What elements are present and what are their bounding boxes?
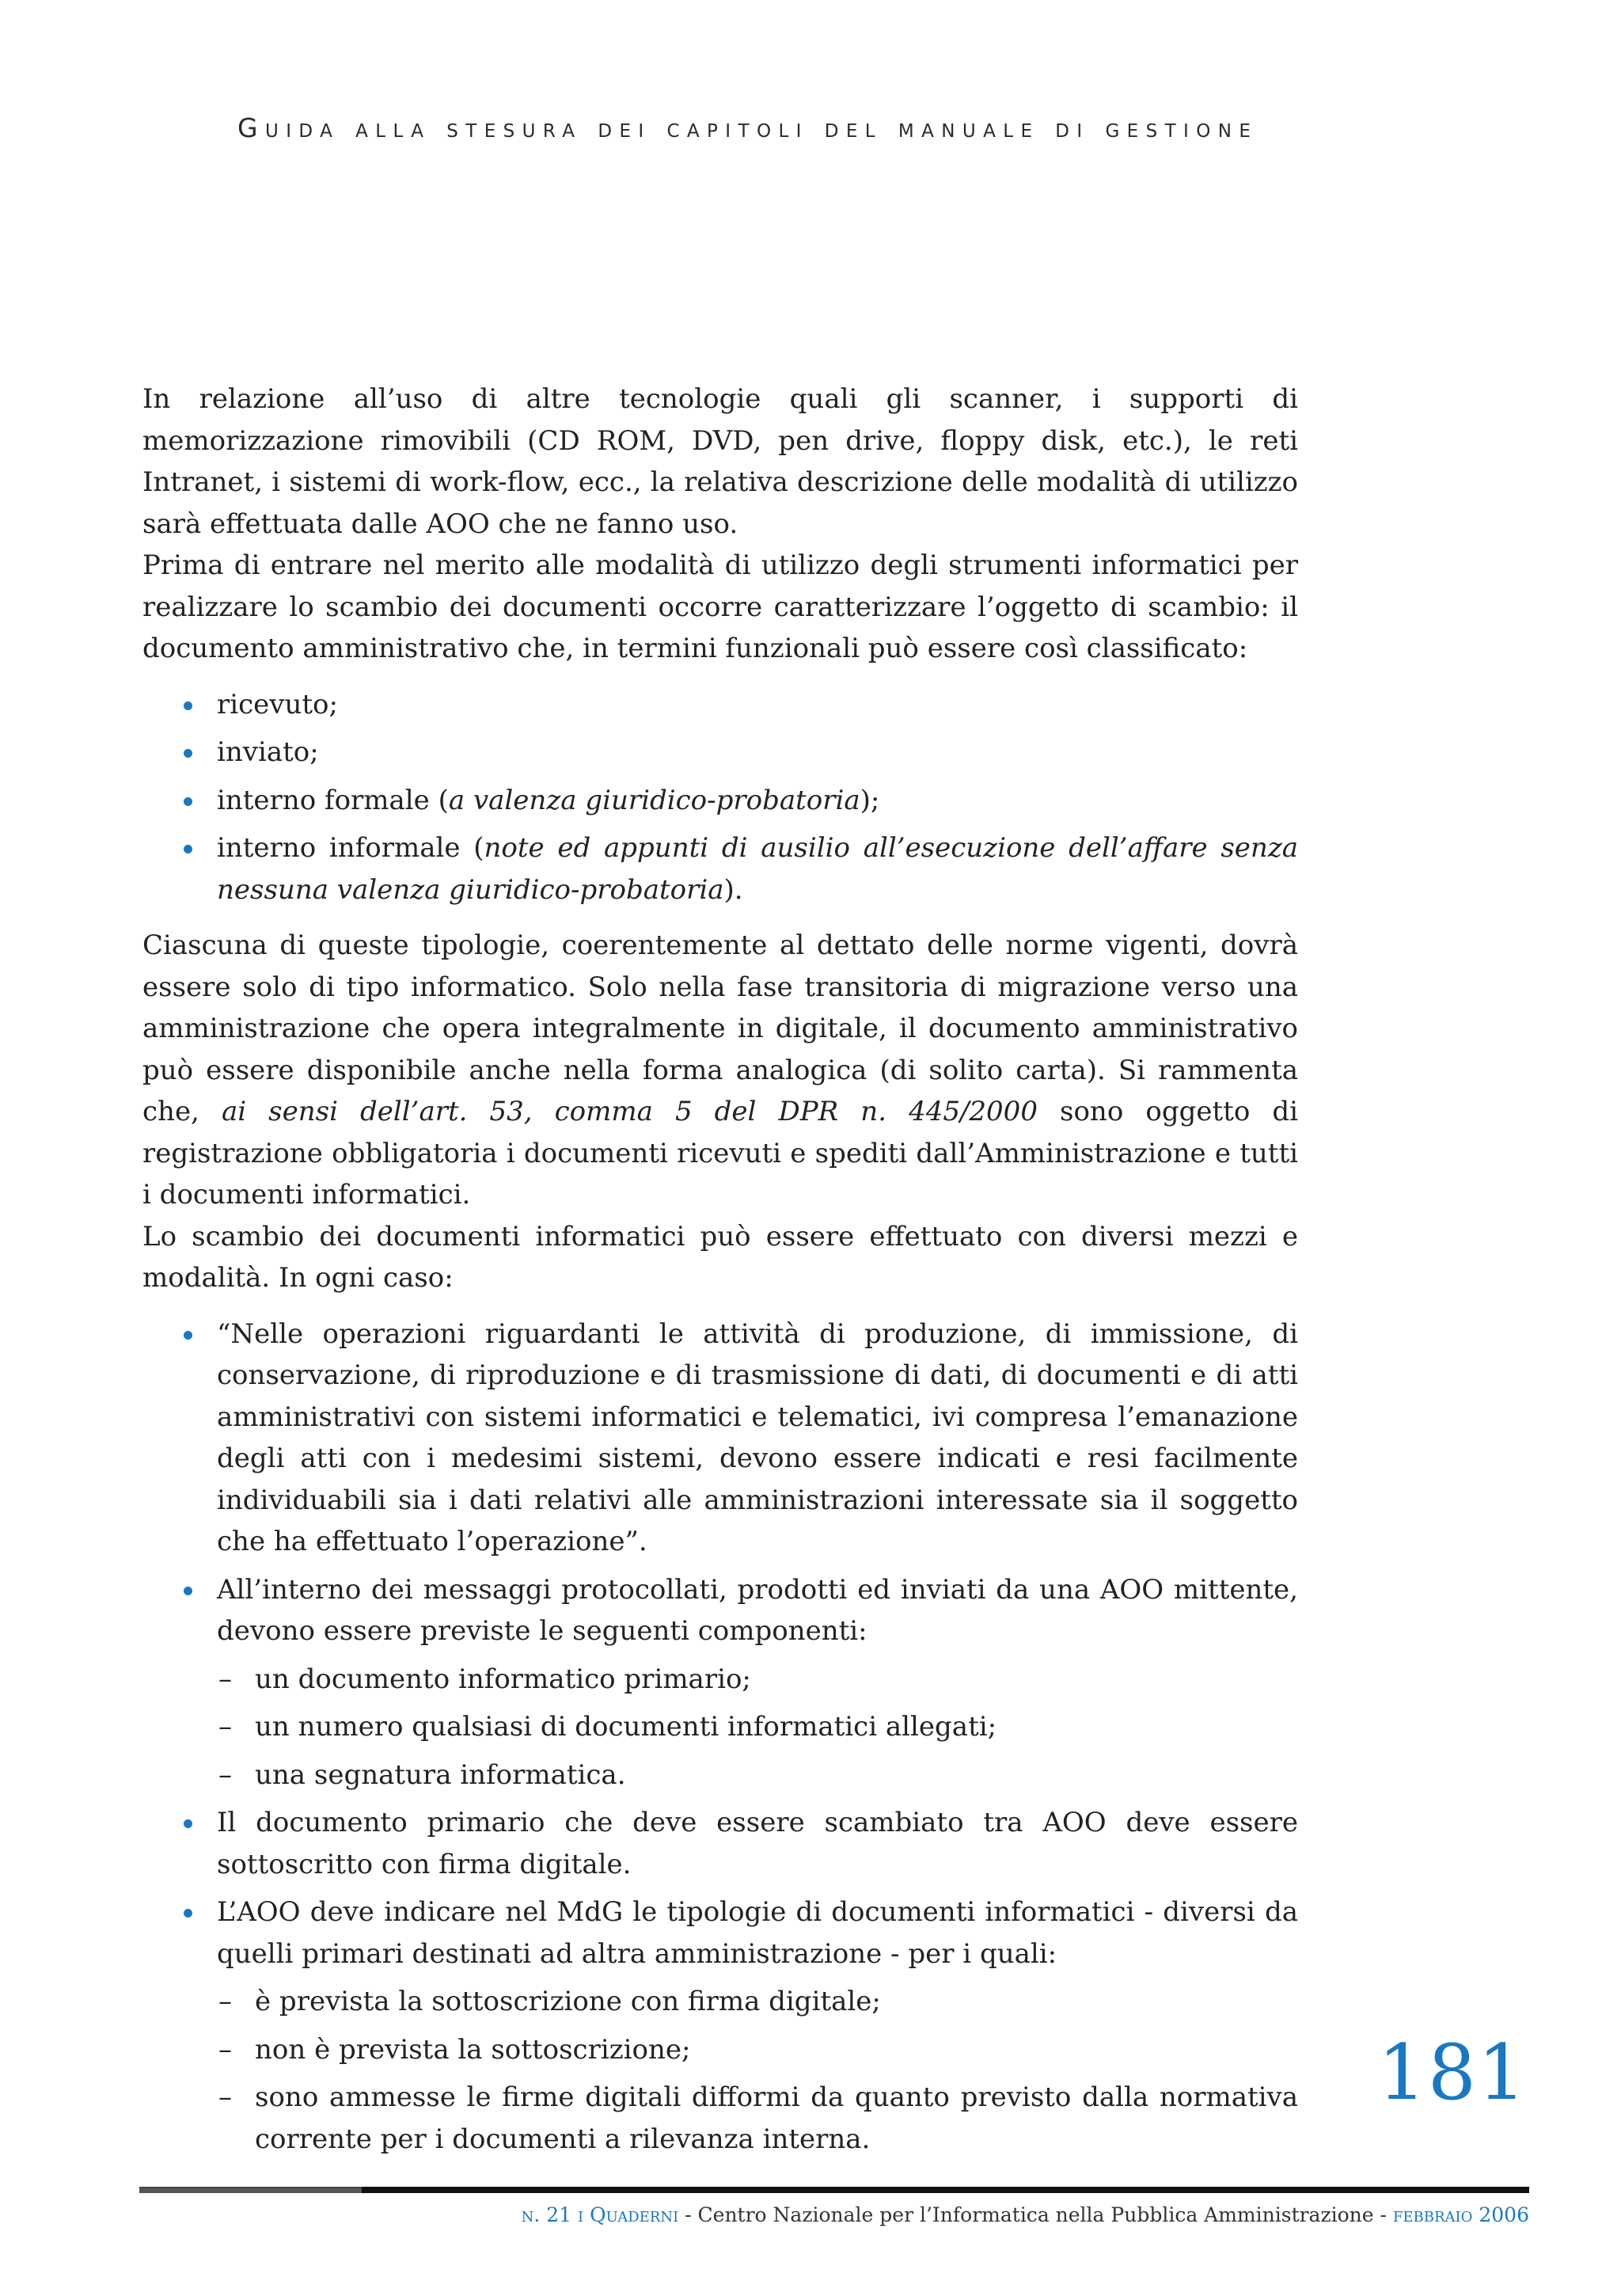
list-item: Il documento primario che deve essere scambiato tra AOO deve essere sottoscritto con firma digitale. [142,1802,1298,1885]
list-item: All’interno dei messaggi protocollati, prodotti ed inviati da una AOO mittente, devono essere previste le seguenti componenti: – un documento informatico primario; – un numero qualsiasi di documenti informatici allegati; – una segnatura informatica. [142,1569,1298,1796]
list-item: interno formale (a valenza giuridico-probatoria); [142,780,1298,822]
exchange-rules-list [142,1313,1298,2161]
paragraph: Ciascuna di queste tipologie, coerentemente al dettato delle norme vigenti, dovrà essere solo di tipo informatico. Solo nella fase transitoria di migrazione verso una amministrazione che opera integralmente in digitale, il documento amministrativo può essere disponibile anche nella forma analogica (di solito carta). Si rammenta che, ai sensi dell’art. 53, comma 5 del DPR n. 445/2000 sono oggetto di registrazione obbligatoria i documenti ricevuti e spediti dall’Amministrazione e tutti i documenti informatici. [142,929,1298,1211]
document-types-list [142,684,1298,911]
paragraph: In relazione all’uso di altre tecnologie quali gli scanner, i supporti di memorizzazione rimovibili (CD ROM, DVD, pen drive, floppy disk, etc.), le reti Intranet, i sistemi di work-flow, ecc., la relativa descrizione delle modalità di utilizzo sarà effettuata dalle AOO che ne fanno uso. [142,383,1298,540]
footer [522,2203,1529,2226]
running-header: Guida alla stesura dei capitoli del manuale di gestione [237,112,1258,143]
footer-divider [139,2187,1529,2193]
footer-publisher: - Centro Nazionale per l’Informatica nella Pubblica Amministrazione - [678,2203,1393,2226]
list-item: ricevuto; [142,684,1298,726]
main-content [142,378,1298,2174]
list-item: L’AOO deve indicare nel MdG le tipologie di documenti informatici - diversi da quelli primari destinati ad altra amministrazione - per i quali: – è prevista la sottoscrizione con firma digitale; – non è prevista la sottoscrizione; – sono ammesse le firme digitali difformi da quanto previsto dalla normativa corrente per i documenti a rilevanza interna. [142,1891,1298,2160]
sub-list-item: – è prevista la sottoscrizione con firma digitale; [142,1981,1298,2023]
sub-list-item: – sono ammesse le firme digitali difformi da quanto previsto dalla normativa corrente per i documenti a rilevanza interna. [142,2077,1298,2160]
footer-issue: n. 21 i Quaderni [521,2203,679,2226]
sub-list [217,1659,1298,1796]
sub-list-item: – una segnatura informatica. [142,1754,1298,1796]
sub-list-item: – un numero qualsiasi di documenti informatici allegati; [142,1706,1298,1748]
list-item: “Nelle operazioni riguardanti le attività di produzione, di immissione, di conservazione, di riproduzione e di trasmissione di dati, di documenti e di atti amministrativi con sistemi informatici e telematici, ivi compresa l’emanazione degli atti con i medesimi sistemi, devono essere indicati e resi facilmente individuabili sia i dati relativi alle amministrazioni interessate sia il soggetto che ha effettuato l’operazione”. [142,1313,1298,1563]
footer-date: febbraio 2006 [1392,2203,1529,2226]
sub-list-item: – non è prevista la sottoscrizione; [142,2029,1298,2071]
sub-list [217,1981,1298,2160]
sub-list-item: – un documento informatico primario; [142,1659,1298,1701]
paragraph: Prima di entrare nel merito alle modalità di utilizzo degli strumenti informatici per realizzare lo scambio dei documenti occorre caratterizzare l’oggetto di scambio: il documento amministrativo che, in termini funzionali può essere così classificato: [142,549,1298,664]
paragraph: Lo scambio dei documenti informatici può essere effettuato con diversi mezzi e modalità. In ogni caso: [142,1220,1298,1294]
page-number: 181 [1377,2028,1528,2117]
list-item: inviato; [142,732,1298,774]
list-item: interno informale (note ed appunti di ausilio all’esecuzione dell’affare senza nessuna valenza giuridico-probatoria). [142,827,1298,910]
